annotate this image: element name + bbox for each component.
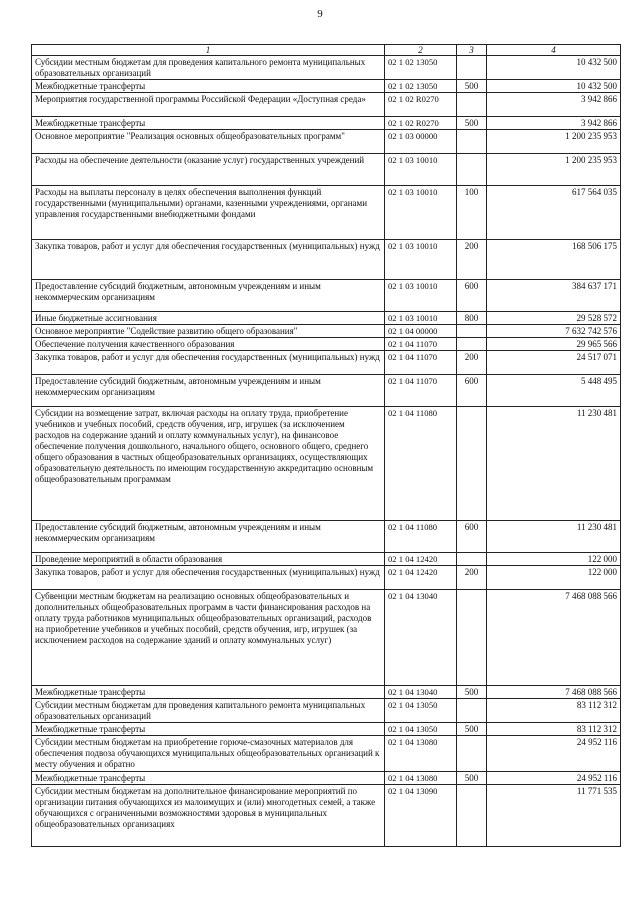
row-amount: 5 448 495 (487, 375, 621, 407)
row-code: 02 1 04 13040 (385, 590, 457, 686)
row-amount: 10 432 500 (487, 56, 621, 80)
row-amount: 122 000 (487, 553, 621, 566)
row-code: 02 1 04 12420 (385, 566, 457, 590)
row-code: 02 1 04 13080 (385, 736, 457, 772)
row-expense-type (457, 407, 487, 521)
row-name: Межбюджетные трансферты (32, 723, 385, 736)
row-name: Предоставление субсидий бюджетным, автономным учреждениям и иным некоммерческим организациям (32, 521, 385, 553)
row-expense-type (457, 699, 487, 723)
row-code: 02 1 04 13080 (385, 772, 457, 785)
row-name: Основное мероприятие "Реализация основных общеобразовательных программ" (32, 130, 385, 154)
column-number: 2 (385, 45, 457, 56)
row-name: Иные бюджетные ассигнования (32, 312, 385, 325)
row-expense-type: 600 (457, 280, 487, 312)
row-code: 02 1 04 12420 (385, 553, 457, 566)
row-amount: 29 965 566 (487, 338, 621, 351)
row-expense-type (457, 56, 487, 80)
row-amount: 83 112 312 (487, 723, 621, 736)
row-name: Субсидии местным бюджетам для проведения капитального ремонта муниципальных образовательных организаций (32, 56, 385, 80)
row-amount: 122 000 (487, 566, 621, 590)
row-amount: 11 230 481 (487, 521, 621, 553)
table-row (32, 338, 621, 351)
row-name: Расходы на обеспечение деятельности (оказание услуг) государственных учреждений (32, 154, 385, 186)
column-number: 1 (32, 45, 385, 56)
row-amount: 7 468 088 566 (487, 590, 621, 686)
table-row (32, 699, 621, 723)
column-number: 3 (457, 45, 487, 56)
row-name: Основное мероприятие "Содействие развитию общего образования" (32, 325, 385, 338)
row-expense-type: 500 (457, 80, 487, 93)
row-name: Обеспечение получения качественного образования (32, 338, 385, 351)
row-name: Закупка товаров, работ и услуг для обеспечения государственных (муниципальных) нужд (32, 351, 385, 375)
table-row (32, 312, 621, 325)
table-row (32, 154, 621, 186)
table-row (32, 590, 621, 686)
row-code: 02 1 04 11070 (385, 375, 457, 407)
table-row (32, 117, 621, 130)
row-amount: 617 564 035 (487, 186, 621, 240)
row-amount: 384 637 171 (487, 280, 621, 312)
row-expense-type (457, 338, 487, 351)
row-name: Закупка товаров, работ и услуг для обеспечения государственных (муниципальных) нужд (32, 240, 385, 280)
table-row (32, 351, 621, 375)
row-code: 02 1 03 10010 (385, 240, 457, 280)
row-code: 02 1 04 13040 (385, 686, 457, 699)
table-row (32, 723, 621, 736)
budget-table (31, 44, 621, 847)
row-expense-type (457, 785, 487, 847)
table-row (32, 325, 621, 338)
row-name: Субвенции местным бюджетам на реализацию основных общеобразовательных и дополнительных общеобразовательных программ в части финансирования расходов на оплату труда работников муниципальных общеобразовательных организаций, расходов на приобретение учебников и учебных пособий, средств обучения, игр, игрушек (за исключением расходов на содержание зданий и оплату коммунальных услуг) (32, 590, 385, 686)
row-name: Межбюджетные трансферты (32, 686, 385, 699)
table-row (32, 56, 621, 80)
row-name: Межбюджетные трансферты (32, 80, 385, 93)
row-expense-type (457, 93, 487, 117)
row-name: Расходы на выплаты персоналу в целях обеспечения выполнения функций государственными (муниципальными) органами, казенными учреждениями, органами управления государственными внебюджетными фондами (32, 186, 385, 240)
table-row (32, 240, 621, 280)
row-amount: 7 632 742 576 (487, 325, 621, 338)
table-row (32, 736, 621, 772)
row-amount: 168 506 175 (487, 240, 621, 280)
row-expense-type: 500 (457, 686, 487, 699)
row-expense-type: 200 (457, 240, 487, 280)
row-expense-type: 200 (457, 566, 487, 590)
row-expense-type: 600 (457, 521, 487, 553)
row-expense-type (457, 553, 487, 566)
table-row (32, 772, 621, 785)
row-name: Межбюджетные трансферты (32, 117, 385, 130)
table-row (32, 686, 621, 699)
row-name: Субсидии на возмещение затрат, включая расходы на оплату труда, приобретение учебников и учебных пособий, средств обучения, игр, игрушек (за исключением расходов на содержание зданий и оплату коммунальных услуг), на финансовое обеспечение получения дошкольного, начального общего, основного общего, среднего общего образования в частных общеобразовательных организациях, осуществляющих образовательную деятельность по имеющим государственную аккредитацию основным общеобразовательным программам (32, 407, 385, 521)
row-amount: 83 112 312 (487, 699, 621, 723)
row-name: Субсидии местным бюджетам на приобретение горюче-смазочных материалов для обеспечения подвоза обучающихся муниципальных общеобразовательных организаций к месту обучения и обратно (32, 736, 385, 772)
row-name: Предоставление субсидий бюджетным, автономным учреждениям и иным некоммерческим организациям (32, 375, 385, 407)
row-amount: 10 432 500 (487, 80, 621, 93)
row-code: 02 1 04 13050 (385, 723, 457, 736)
row-amount: 3 942 866 (487, 93, 621, 117)
row-name: Закупка товаров, работ и услуг для обеспечения государственных (муниципальных) нужд (32, 566, 385, 590)
row-code: 02 1 02 13050 (385, 80, 457, 93)
row-name: Межбюджетные трансферты (32, 772, 385, 785)
row-code: 02 1 03 10010 (385, 186, 457, 240)
row-expense-type (457, 736, 487, 772)
row-expense-type (457, 154, 487, 186)
row-code: 02 1 04 11070 (385, 338, 457, 351)
row-name: Субсидии местным бюджетам на дополнительное финансирование мероприятий по организации питания обучающихся из малоимущих и (или) многодетных семей, а также обучающихся с ограниченными возможностями здоровья в муниципальных общеобразовательных организациях (32, 785, 385, 847)
row-expense-type: 500 (457, 772, 487, 785)
table-row (32, 375, 621, 407)
table-row (32, 521, 621, 553)
table-row (32, 407, 621, 521)
row-code: 02 1 04 00000 (385, 325, 457, 338)
row-amount: 24 517 071 (487, 351, 621, 375)
table-row (32, 280, 621, 312)
table-row (32, 93, 621, 117)
row-amount: 1 200 235 953 (487, 130, 621, 154)
table-row (32, 553, 621, 566)
column-number-row (32, 45, 621, 56)
row-name: Субсидии местным бюджетам для проведения капитального ремонта муниципальных образовательных организаций (32, 699, 385, 723)
row-code: 02 1 04 11070 (385, 351, 457, 375)
table-row (32, 566, 621, 590)
row-code: 02 1 03 00000 (385, 130, 457, 154)
row-amount: 29 528 572 (487, 312, 621, 325)
table-row (32, 186, 621, 240)
row-expense-type: 100 (457, 186, 487, 240)
row-expense-type (457, 130, 487, 154)
row-amount: 3 942 866 (487, 117, 621, 130)
row-expense-type: 200 (457, 351, 487, 375)
row-amount: 11 230 481 (487, 407, 621, 521)
row-expense-type: 800 (457, 312, 487, 325)
row-code: 02 1 04 11080 (385, 407, 457, 521)
row-amount: 24 952 116 (487, 736, 621, 772)
row-code: 02 1 02 13050 (385, 56, 457, 80)
row-expense-type (457, 325, 487, 338)
row-code: 02 1 04 11080 (385, 521, 457, 553)
table-row (32, 80, 621, 93)
table-row (32, 785, 621, 847)
row-amount: 24 952 116 (487, 772, 621, 785)
row-amount: 7 468 088 566 (487, 686, 621, 699)
page-number: 9 (317, 8, 323, 20)
row-name: Проведение мероприятий в области образования (32, 553, 385, 566)
row-amount: 1 200 235 953 (487, 154, 621, 186)
row-name: Предоставление субсидий бюджетным, автономным учреждениям и иным некоммерческим организациям (32, 280, 385, 312)
row-code: 02 1 02 R0270 (385, 117, 457, 130)
row-code: 02 1 02 R0270 (385, 93, 457, 117)
row-expense-type: 600 (457, 375, 487, 407)
row-expense-type (457, 590, 487, 686)
row-code: 02 1 03 10010 (385, 154, 457, 186)
row-expense-type: 500 (457, 723, 487, 736)
row-name: Мероприятия государственной программы Российской Федерации «Доступная среда» (32, 93, 385, 117)
row-code: 02 1 03 10010 (385, 312, 457, 325)
row-expense-type: 500 (457, 117, 487, 130)
row-code: 02 1 04 13090 (385, 785, 457, 847)
row-code: 02 1 04 13050 (385, 699, 457, 723)
row-code: 02 1 03 10010 (385, 280, 457, 312)
table-row (32, 130, 621, 154)
row-amount: 11 771 535 (487, 785, 621, 847)
column-number: 4 (487, 45, 621, 56)
